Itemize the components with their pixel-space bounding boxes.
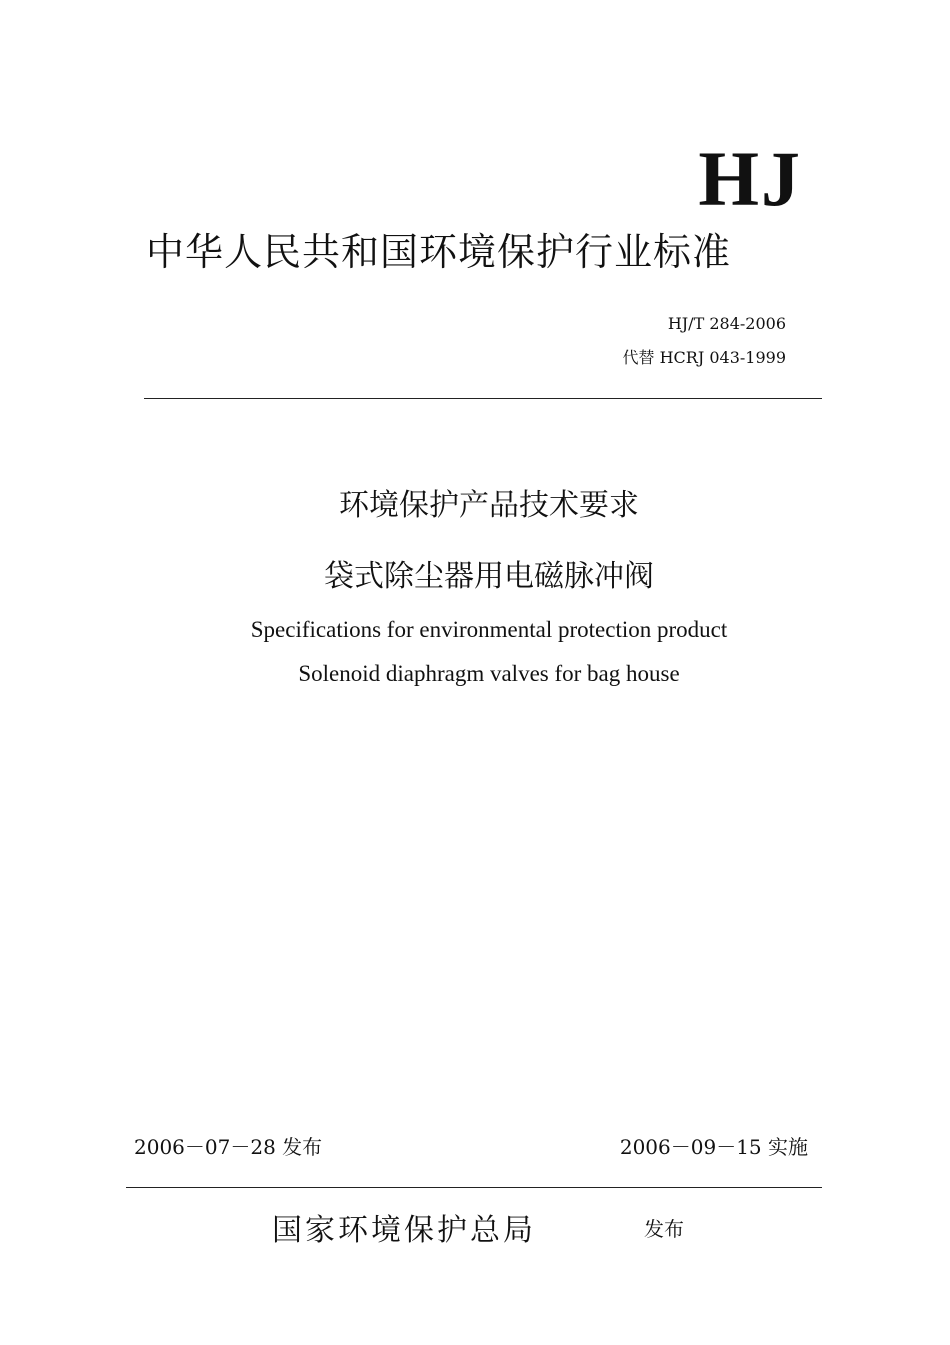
top-divider [144, 398, 822, 399]
effective-date: 2006－09－15 实施 [619, 1135, 808, 1159]
bottom-divider [126, 1187, 822, 1188]
issuing-authority: 国家环境保护总局 [272, 1213, 536, 1248]
standard-category-title: 中华人民共和国环境保护行业标准 [146, 230, 732, 274]
title-english-line-1: Specifications for environmental protection product [250, 617, 728, 642]
title-chinese-line-2: 袋式除尘器用电磁脉冲阀 [324, 559, 654, 594]
title-english-line-2: Solenoid diaphragm valves for bag house [298, 661, 680, 686]
standard-number: HJ/T 284-2006 [667, 314, 786, 333]
issue-date: 2006－07－28 发布 [134, 1135, 323, 1159]
title-chinese-line-1: 环境保护产品技术要求 [339, 488, 639, 523]
replaces-standard: 代替 HCRJ 043-1999 [622, 348, 786, 367]
hj-logo: HJ [698, 135, 802, 222]
issuing-action: 发布 [644, 1217, 684, 1241]
